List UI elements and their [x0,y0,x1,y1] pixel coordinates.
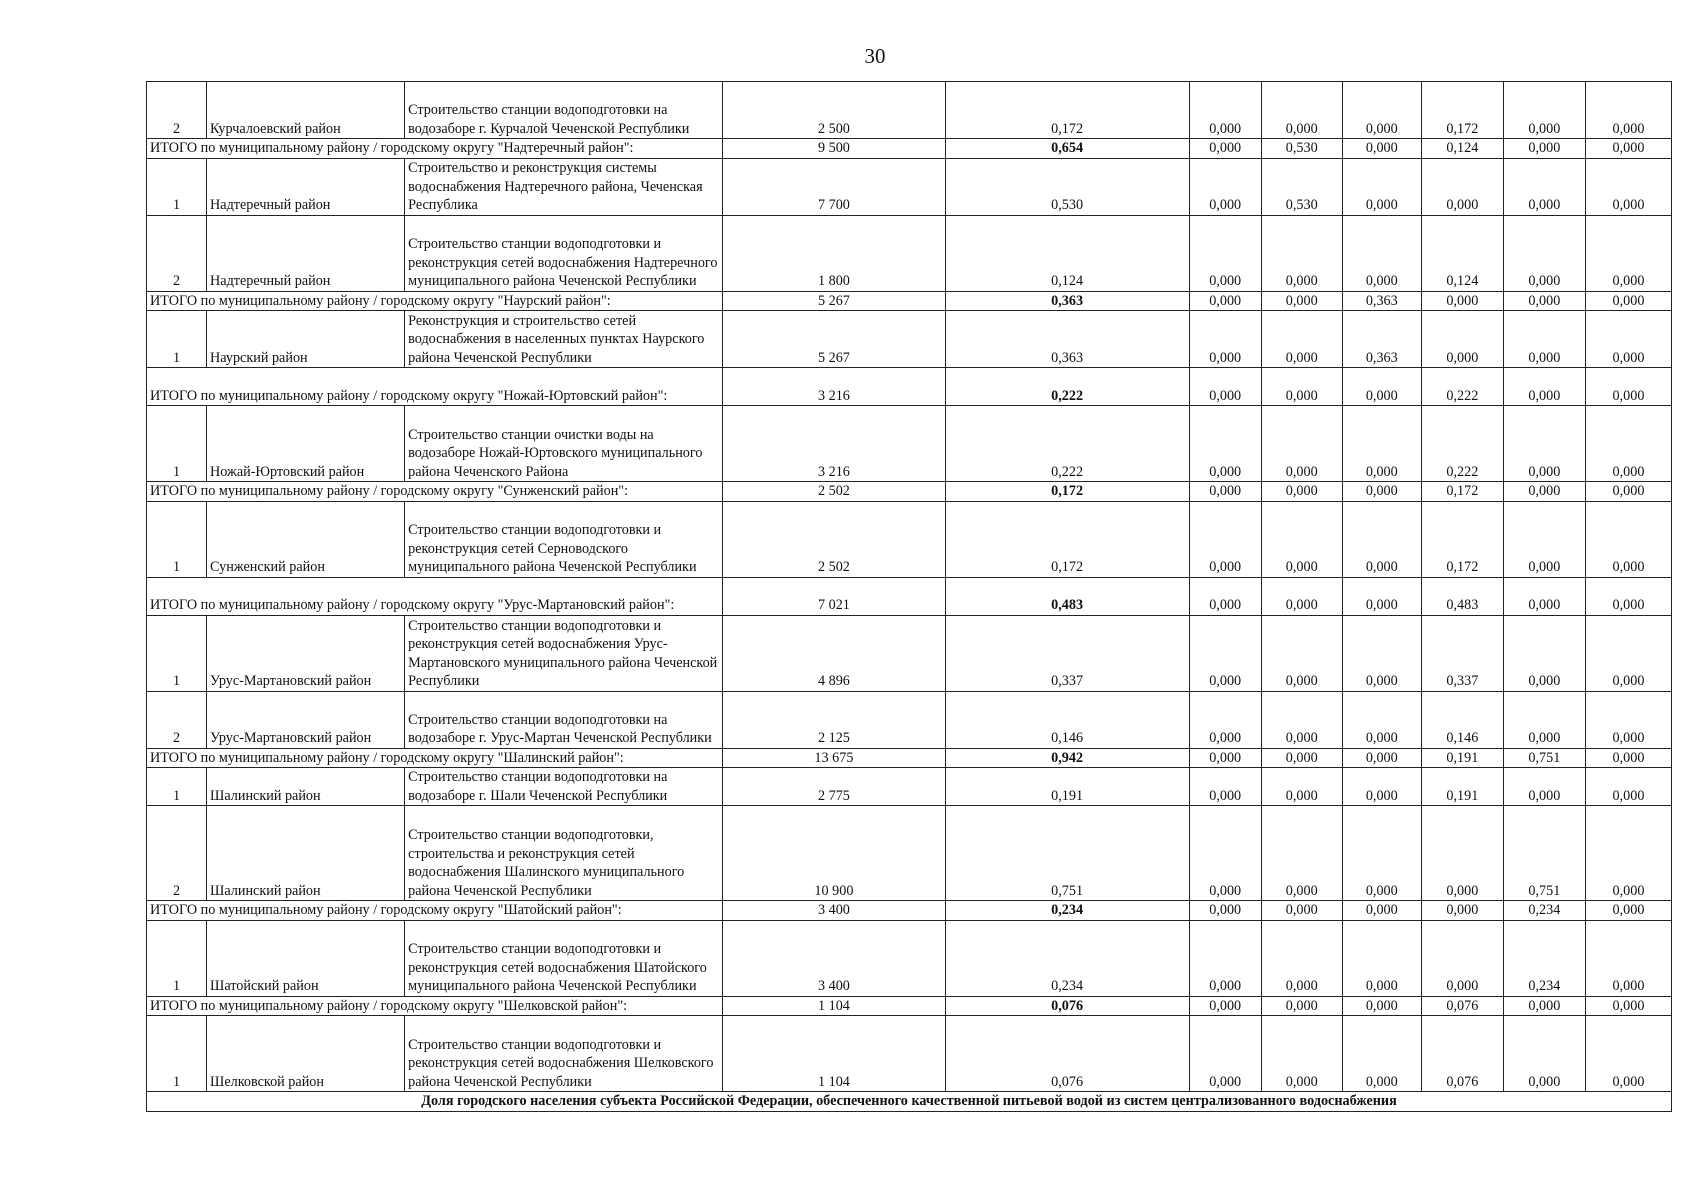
year-value: 0,000 [1189,577,1261,615]
capacity-value: 2 775 [723,768,945,806]
year-value: 0,000 [1503,158,1585,215]
cost-value: 0,191 [945,768,1189,806]
year-value: 0,000 [1585,139,1671,159]
year-value: 0,000 [1261,996,1342,1016]
total-cost-text: 0,234 [1051,902,1084,918]
year-value: 0,000 [1342,615,1421,691]
year-value: 0,000 [1189,158,1261,215]
year-value: 0,000 [1189,901,1261,921]
row-number: 2 [147,215,207,291]
total-capacity-value: 5 267 [723,291,945,311]
total-capacity-value: 3 400 [723,901,945,921]
year-value: 0,000 [1421,158,1503,215]
year-value: 0,000 [1342,748,1421,768]
table-row [147,1016,1672,1092]
year-value: 0,124 [1421,215,1503,291]
total-cost-text: 0,172 [1051,483,1084,499]
year-value: 0,191 [1421,748,1503,768]
year-value: 0,000 [1189,311,1261,368]
year-value: 0,530 [1261,158,1342,215]
year-value: 0,000 [1261,311,1342,368]
year-value: 0,000 [1189,82,1261,139]
table-row [147,82,1672,139]
year-value: 0,483 [1421,577,1503,615]
year-value: 0,172 [1421,482,1503,502]
year-value: 0,124 [1421,139,1503,159]
year-value: 0,000 [1261,577,1342,615]
year-value: 0,000 [1585,691,1671,748]
cost-value: 0,172 [945,501,1189,577]
total-row [147,368,1672,406]
project-description: Строительство станции водоподготовки на водозаборе г. Урус-Мартан Чеченской Республики [405,691,723,748]
total-cost-value [945,291,1189,311]
cost-value: 0,124 [945,215,1189,291]
row-number: 1 [147,768,207,806]
year-value: 0,000 [1189,291,1261,311]
cost-value: 0,234 [945,920,1189,996]
year-value: 0,000 [1189,501,1261,577]
project-description: Строительство станции очистки воды на водозаборе Ножай-Юртовского муниципального района Чеченского Района [405,406,723,482]
project-description: Строительство станции водоподготовки и реконструкция сетей Серноводского муниципального района Чеченской Республики [405,501,723,577]
year-value: 0,000 [1503,768,1585,806]
year-value: 0,000 [1503,615,1585,691]
year-value: 0,000 [1261,215,1342,291]
row-number: 2 [147,82,207,139]
cost-value: 0,172 [945,82,1189,139]
project-description: Строительство станции водоподготовки, строительства и реконструкция сетей водоснабжения Шалинского муниципального района Чеченской Республики [405,806,723,901]
year-value: 0,000 [1503,139,1585,159]
total-cost-value [945,139,1189,159]
table-row [147,806,1672,901]
district-name: Шалинский район [207,806,405,901]
year-value: 0,000 [1261,691,1342,748]
total-cost-value [945,577,1189,615]
capacity-value: 7 700 [723,158,945,215]
year-value: 0,000 [1503,215,1585,291]
cost-value: 0,076 [945,1016,1189,1092]
table-row [147,768,1672,806]
year-value: 0,000 [1261,501,1342,577]
year-value: 0,000 [1342,768,1421,806]
year-value: 0,000 [1342,158,1421,215]
total-row [147,139,1672,159]
total-row [147,291,1672,311]
year-value: 0,000 [1421,311,1503,368]
cost-value: 0,337 [945,615,1189,691]
year-value: 0,000 [1189,996,1261,1016]
total-cost-value [945,996,1189,1016]
year-value: 0,000 [1342,806,1421,901]
year-value: 0,000 [1503,501,1585,577]
year-value: 0,000 [1585,82,1671,139]
year-value: 0,000 [1189,691,1261,748]
total-label: ИТОГО по муниципальному району / городскому округу "Шатойский район": [147,901,723,921]
table-row [147,311,1672,368]
year-value: 0,191 [1421,768,1503,806]
year-value: 0,000 [1342,1016,1421,1092]
year-value: 0,000 [1189,748,1261,768]
capacity-value: 10 900 [723,806,945,901]
year-value: 0,000 [1261,748,1342,768]
year-value: 0,000 [1342,577,1421,615]
total-capacity-value: 13 675 [723,748,945,768]
year-value: 0,000 [1342,691,1421,748]
total-capacity-value: 1 104 [723,996,945,1016]
page-number: 30 [864,44,886,68]
year-value: 0,000 [1261,82,1342,139]
year-value: 0,000 [1421,901,1503,921]
year-value: 0,000 [1585,501,1671,577]
year-value: 0,000 [1503,482,1585,502]
year-value: 0,076 [1421,996,1503,1016]
year-value: 0,000 [1261,901,1342,921]
year-value: 0,234 [1503,901,1585,921]
year-value: 0,000 [1503,406,1585,482]
year-value: 0,000 [1585,901,1671,921]
total-cost-text: 0,222 [1051,387,1084,404]
year-value: 0,000 [1503,82,1585,139]
project-description: Строительство станции водоподготовки и реконструкция сетей водоснабжения Шелковского района Чеченской Республики [405,1016,723,1092]
capacity-value: 1 104 [723,1016,945,1092]
year-value: 0,000 [1585,158,1671,215]
year-value: 0,172 [1421,82,1503,139]
year-value: 0,000 [1503,1016,1585,1092]
year-value: 0,000 [1261,768,1342,806]
year-value: 0,000 [1585,291,1671,311]
table-row [147,691,1672,748]
year-value: 0,000 [1189,806,1261,901]
year-value: 0,000 [1261,806,1342,901]
year-value: 0,000 [1261,406,1342,482]
year-value: 0,000 [1261,482,1342,502]
year-value: 0,000 [1421,806,1503,901]
total-cost-value [945,368,1189,406]
district-name: Урус-Мартановский район [207,615,405,691]
year-value: 0,234 [1503,920,1585,996]
year-value: 0,000 [1503,577,1585,615]
capacity-value: 5 267 [723,311,945,368]
year-value: 0,172 [1421,501,1503,577]
district-name: Надтеречный район [207,158,405,215]
project-description: Реконструкция и строительство сетей водоснабжения в населенных пунктах Наурского района Чеченской Республики [405,311,723,368]
year-value: 0,000 [1585,996,1671,1016]
total-cost-value [945,901,1189,921]
year-value: 0,076 [1421,1016,1503,1092]
row-number: 1 [147,1016,207,1092]
year-value: 0,000 [1585,406,1671,482]
year-value: 0,363 [1342,291,1421,311]
total-cost-text: 0,654 [1051,140,1084,156]
indicator-title: Доля городского населения субъекта Российской Федерации, обеспеченного качественной питьевой водой из систем централизованного водоснабжения [147,1092,1672,1112]
year-value: 0,000 [1585,768,1671,806]
total-row [147,577,1672,615]
year-value: 0,000 [1261,1016,1342,1092]
capacity-value: 2 125 [723,691,945,748]
year-value: 0,000 [1342,368,1421,406]
table-row [147,406,1672,482]
year-value: 0,000 [1503,311,1585,368]
project-description: Строительство станции водоподготовки на водозаборе г. Курчалой Чеченской Республики [405,82,723,139]
year-value: 0,000 [1342,406,1421,482]
year-value: 0,337 [1421,615,1503,691]
total-label: ИТОГО по муниципальному району / городскому округу "Ножай-Юртовский район": [147,368,723,406]
year-value: 0,000 [1261,291,1342,311]
capacity-value: 2 500 [723,82,945,139]
capacity-value: 1 800 [723,215,945,291]
year-value: 0,000 [1585,806,1671,901]
year-value: 0,000 [1189,615,1261,691]
total-label: ИТОГО по муниципальному району / городскому округу "Наурский район": [147,291,723,311]
row-number: 1 [147,406,207,482]
year-value: 0,000 [1342,901,1421,921]
total-label: ИТОГО по муниципальному району / городскому округу "Шелковской район": [147,996,723,1016]
total-row [147,996,1672,1016]
row-number: 1 [147,920,207,996]
cost-value: 0,146 [945,691,1189,748]
year-value: 0,000 [1585,482,1671,502]
year-value: 0,000 [1585,920,1671,996]
total-row [147,901,1672,921]
row-number: 1 [147,615,207,691]
year-value: 0,000 [1503,691,1585,748]
year-value: 0,000 [1585,748,1671,768]
year-value: 0,000 [1585,368,1671,406]
year-value: 0,363 [1342,311,1421,368]
district-name: Надтеречный район [207,215,405,291]
year-value: 0,530 [1261,139,1342,159]
total-capacity-value: 9 500 [723,139,945,159]
year-value: 0,000 [1342,920,1421,996]
project-description: Строительство станции водоподготовки на водозаборе г. Шали Чеченской Республики [405,768,723,806]
capacity-value: 2 502 [723,501,945,577]
total-label: ИТОГО по муниципальному району / городскому округу "Шалинский район": [147,748,723,768]
district-name: Шалинский район [207,768,405,806]
row-number: 1 [147,158,207,215]
year-value: 0,000 [1189,482,1261,502]
district-name: Ножай-Юртовский район [207,406,405,482]
row-number: 1 [147,501,207,577]
year-value: 0,000 [1421,291,1503,311]
year-value: 0,000 [1503,368,1585,406]
capacity-value: 4 896 [723,615,945,691]
year-value: 0,000 [1585,577,1671,615]
year-value: 0,000 [1342,215,1421,291]
year-value: 0,146 [1421,691,1503,748]
year-value: 0,000 [1189,920,1261,996]
project-description: Строительство станции водоподготовки и реконструкция сетей водоснабжения Шатойского муниципального района Чеченской Республики [405,920,723,996]
project-description: Строительство и реконструкция системы водоснабжения Надтеречного района, Чеченская Республика [405,158,723,215]
year-value: 0,000 [1585,311,1671,368]
district-name: Курчалоевский район [207,82,405,139]
year-value: 0,000 [1189,406,1261,482]
cost-value: 0,751 [945,806,1189,901]
year-value: 0,222 [1421,368,1503,406]
year-value: 0,000 [1342,139,1421,159]
total-row [147,748,1672,768]
total-cost-value [945,482,1189,502]
cost-value: 0,363 [945,311,1189,368]
capacity-value: 3 216 [723,406,945,482]
year-value: 0,000 [1189,368,1261,406]
year-value: 0,000 [1503,996,1585,1016]
table-row [147,615,1672,691]
year-value: 0,222 [1421,406,1503,482]
year-value: 0,000 [1261,615,1342,691]
district-name: Наурский район [207,311,405,368]
total-label: ИТОГО по муниципальному району / городскому округу "Урус-Мартановский район": [147,577,723,615]
table-row [147,501,1672,577]
total-capacity-value: 7 021 [723,577,945,615]
cost-value: 0,222 [945,406,1189,482]
year-value: 0,000 [1342,501,1421,577]
year-value: 0,000 [1189,768,1261,806]
total-cost-text: 0,483 [1051,597,1084,613]
table-body [147,82,1672,1112]
total-capacity-value: 3 216 [723,368,945,406]
year-value: 0,000 [1585,615,1671,691]
district-name: Сунженский район [207,501,405,577]
year-value: 0,000 [1342,482,1421,502]
year-value: 0,000 [1261,368,1342,406]
total-row [147,482,1672,502]
district-name: Шелковской район [207,1016,405,1092]
project-description: Строительство станции водоподготовки и реконструкция сетей водоснабжения Надтеречного муниципального района Чеченской Республики [405,215,723,291]
table-row [147,158,1672,215]
table-row [147,920,1672,996]
total-cost-text: 0,076 [1051,997,1084,1014]
year-value: 0,000 [1421,920,1503,996]
year-value: 0,000 [1261,920,1342,996]
year-value: 0,751 [1503,748,1585,768]
total-cost-text: 0,942 [1051,749,1084,766]
year-value: 0,000 [1189,139,1261,159]
year-value: 0,000 [1342,82,1421,139]
total-cost-value [945,748,1189,768]
year-value: 0,000 [1585,215,1671,291]
district-name: Шатойский район [207,920,405,996]
total-label: ИТОГО по муниципальному району / городскому округу "Сунженский район": [147,482,723,502]
cost-value: 0,530 [945,158,1189,215]
year-value: 0,751 [1503,806,1585,901]
row-number: 1 [147,311,207,368]
year-value: 0,000 [1342,996,1421,1016]
project-description: Строительство станции водоподготовки и реконструкция сетей водоснабжения Урус-Мартановского муниципального района Чеченской Республики [405,615,723,691]
indicator-row [147,1092,1672,1112]
year-value: 0,000 [1503,291,1585,311]
investment-table [146,81,1672,1112]
total-cost-text: 0,363 [1051,292,1084,309]
year-value: 0,000 [1585,1016,1671,1092]
table-row [147,215,1672,291]
year-value: 0,000 [1189,215,1261,291]
total-capacity-value: 2 502 [723,482,945,502]
capacity-value: 3 400 [723,920,945,996]
year-value: 0,000 [1189,1016,1261,1092]
total-label: ИТОГО по муниципальному району / городскому округу "Надтеречный район": [147,139,723,159]
row-number: 2 [147,691,207,748]
district-name: Урус-Мартановский район [207,691,405,748]
row-number: 2 [147,806,207,901]
